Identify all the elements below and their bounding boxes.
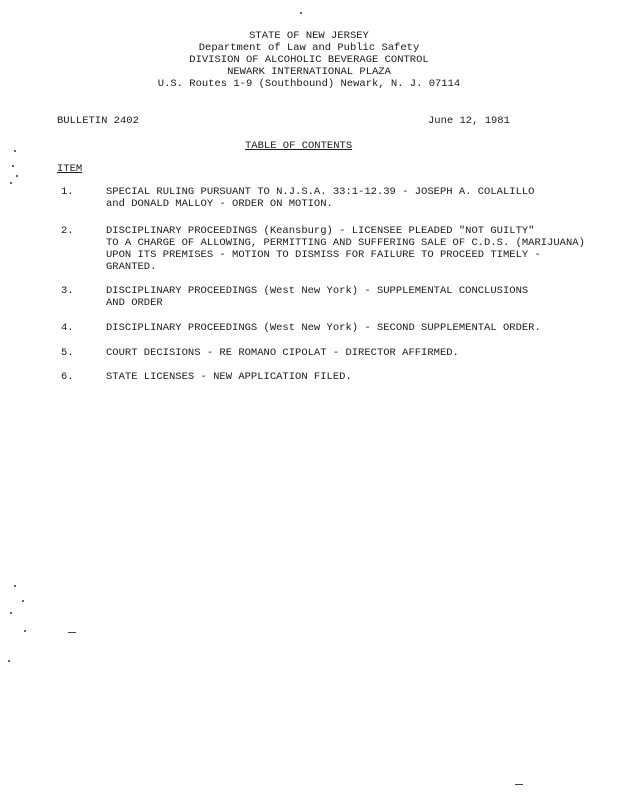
scan-speck [24,630,26,632]
scan-speck [22,600,24,602]
scan-speck [10,182,12,184]
letterhead [0,30,618,90]
scan-speck [14,585,16,587]
bulletin-date: June 12, 1981 [428,115,510,127]
header-line-plaza: NEWARK INTERNATIONAL PLAZA [227,66,391,78]
toc-item-number: 5. [61,347,74,359]
toc-item-line: GRANTED. [106,261,157,273]
scan-mark [515,784,523,785]
toc-item-text [106,285,576,309]
toc-item-line: STATE LICENSES - NEW APPLICATION FILED. [106,371,352,383]
header-line-state: STATE OF NEW JERSEY [249,30,369,42]
toc-title: TABLE OF CONTENTS [245,140,353,152]
toc-item-number: 1. [61,186,74,198]
header-line-address: U.S. Routes 1-9 (Southbound) Newark, N. J. 07114 [157,78,461,90]
toc-item-line: COURT DECISIONS - RE ROMANO CIPOLAT - DIRECTOR AFFIRMED. [106,347,459,359]
toc-item-text [106,186,576,210]
scan-speck [300,12,302,14]
toc-item-line: SPECIAL RULING PURSUANT TO N.J.S.A. 33:1-12.39 - JOSEPH A. COLALILLO [106,186,535,198]
toc-item-text [106,371,576,383]
scan-speck [10,612,12,614]
header-line-division: DIVISION OF ALCOHOLIC BEVERAGE CONTROL [189,54,429,66]
scan-mark [68,632,76,633]
bulletin-number: BULLETIN 2402 [57,115,139,127]
toc-item-text [106,347,576,359]
toc-item-line: and DONALD MALLOY - ORDER ON MOTION. [106,198,333,210]
scan-speck [12,165,14,167]
scan-speck [16,175,18,177]
toc-item-line: TO A CHARGE OF ALLOWING, PERMITTING AND SUFFERING SALE OF C.D.S. (MARIJUANA) [106,237,585,249]
toc-item-number: 3. [61,285,74,297]
scan-speck [14,150,16,152]
toc-item-text [106,225,585,273]
header-line-department: Department of Law and Public Safety [198,42,420,54]
toc-item-text [106,322,576,334]
toc-item-line: UPON ITS PREMISES - MOTION TO DISMISS FOR FAILURE TO PROCEED TIMELY - [106,249,541,261]
toc-item-number: 2. [61,225,74,237]
toc-item-line: DISCIPLINARY PROCEEDINGS (Keansburg) - LICENSEE PLEADED "NOT GUILTY" [106,225,535,237]
toc-item-number: 4. [61,322,74,334]
toc-item-line: DISCIPLINARY PROCEEDINGS (West New York) - SUPPLEMENTAL CONCLUSIONS [106,285,529,297]
item-column-heading: ITEM [57,163,83,175]
toc-item-line: DISCIPLINARY PROCEEDINGS (West New York) - SECOND SUPPLEMENTAL ORDER. [106,322,541,334]
toc-item-number: 6. [61,371,74,383]
toc-item-line: AND ORDER [106,297,163,309]
scan-speck [8,660,10,662]
